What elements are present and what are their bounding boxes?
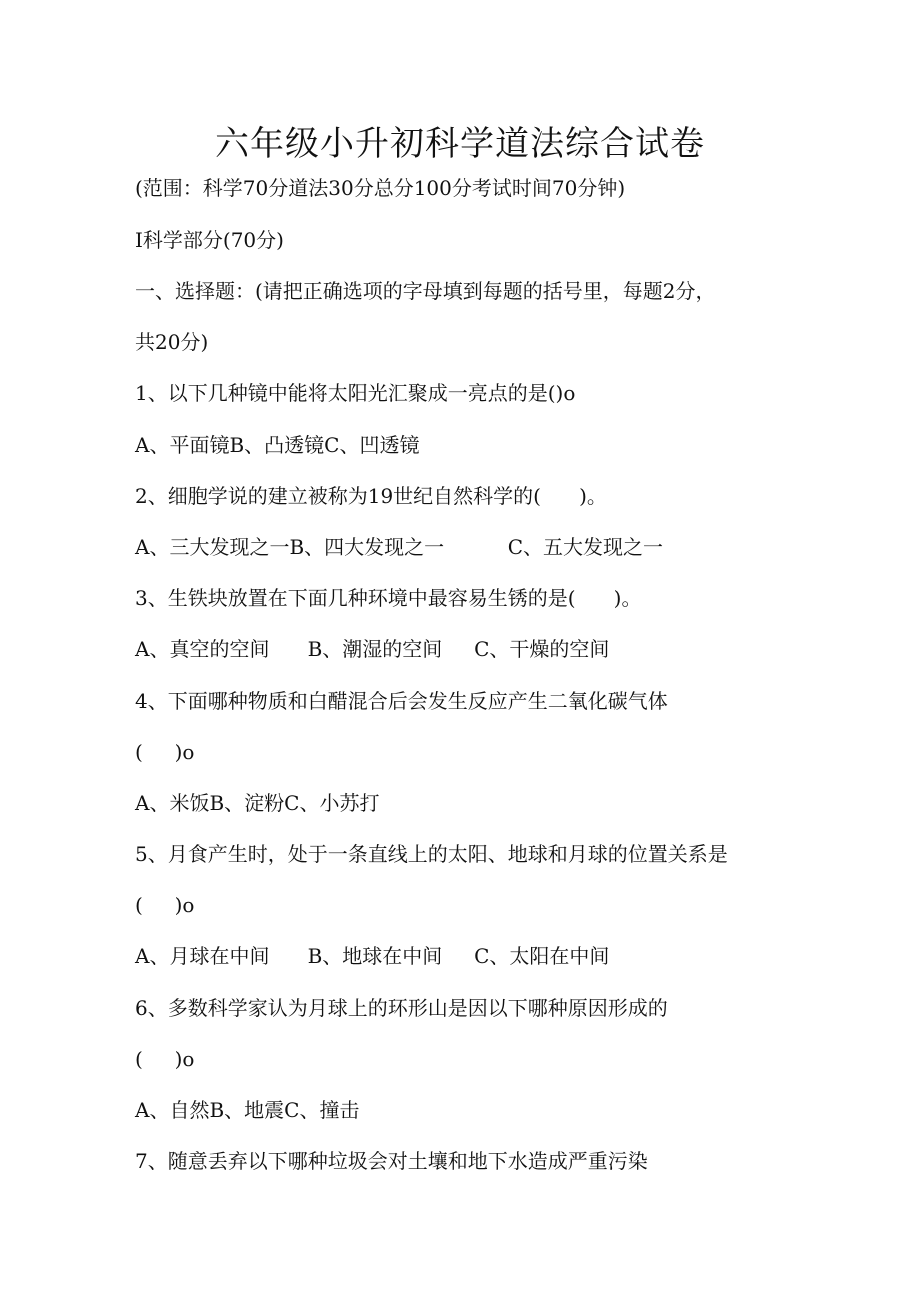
question-7: 7、随意丢弃以下哪种垃圾会对土壤和地下水造成严重污染 [135,1149,648,1173]
part-heading-continued: 共20分) [135,330,209,354]
question-6-options: A、自然B、地震C、撞击 [135,1098,360,1122]
section-heading: I科学部分(70分) [135,228,284,252]
question-2: 2、细胞学说的建立被称为19世纪自然科学的( )。 [135,484,607,508]
question-4-options: A、米饭B、淀粉C、小苏打 [135,791,380,815]
question-5: 5、月食产生时，处于一条直线上的太阳、地球和月球的位置关系是 [135,842,728,866]
question-6: 6、多数科学家认为月球上的环形山是因以下哪种原因形成的 [135,996,668,1020]
question-3-options: A、真空的空间 B、潮湿的空间 C、干燥的空间 [135,637,610,661]
exam-scope: (范围：科学70分道法30分总分100分考试时间70分钟) [135,176,626,200]
question-4: 4、下面哪种物质和白醋混合后会发生反应产生二氧化碳气体 [135,689,668,713]
question-5-blank: ( )o [135,893,195,917]
question-6-blank: ( )o [135,1047,195,1071]
question-2-options: A、三大发现之一B、四大发现之一 C、五大发现之一 [135,535,664,559]
part-heading: 一、选择题：(请把正确选项的字母填到每题的括号里，每题2分， [135,279,716,303]
question-4-blank: ( )o [135,740,195,764]
exam-title: 六年级小升初科学道法综合试卷 [215,124,705,164]
question-1: 1、以下几种镜中能将太阳光汇聚成一亮点的是()o [135,381,576,405]
question-5-options: A、月球在中间 B、地球在中间 C、太阳在中间 [135,944,610,968]
question-3: 3、生铁块放置在下面几种环境中最容易生锈的是( )。 [135,586,642,610]
question-1-options: A、平面镜B、凸透镜C、凹透镜 [135,433,420,457]
